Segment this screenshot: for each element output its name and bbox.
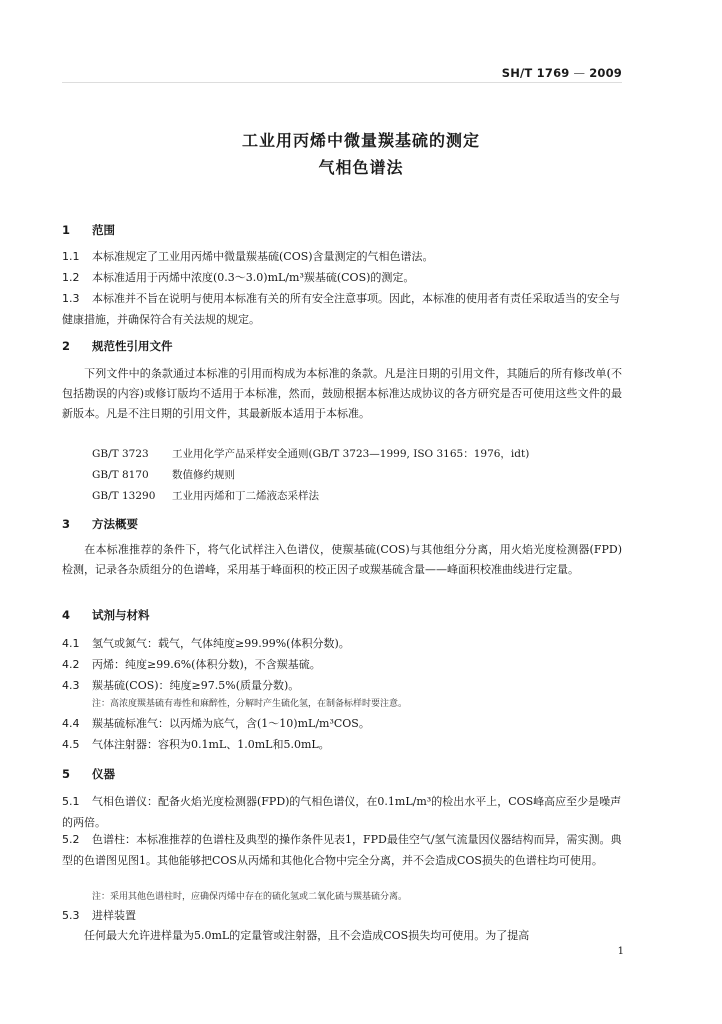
clause-text: 丙烯：纯度≥99.6%(体积分数)，不含羰基硫。: [92, 658, 321, 671]
clause-number: 1.2: [62, 271, 80, 284]
clause-4-1: [62, 633, 622, 654]
section-title: 范围: [92, 223, 115, 237]
clause-text: 羰基硫标准气：以丙烯为底气，含(1～10)mL/m³COS。: [92, 717, 370, 730]
reference-code: GB/T 3723: [92, 448, 149, 460]
section-4-heading: [62, 607, 150, 623]
clause-number: 4.5: [62, 738, 80, 751]
section-number: 2: [62, 339, 71, 353]
paragraph-text: 任何最大允许进样量为5.0mL的定量管或注射器，且不会造成COS损失均可使用。为了提高: [84, 929, 530, 942]
clause-4-5: [62, 734, 622, 755]
reference-title: 工业用丙烯和丁二烯液态采样法: [172, 490, 319, 502]
clause-number: 4.2: [62, 658, 80, 671]
header-separator: —: [573, 66, 586, 80]
clause-text: 本标准规定了工业用丙烯中微量羰基硫(COS)含量测定的气相色谱法。: [92, 250, 434, 263]
clause-1-2: [62, 267, 622, 288]
section-1-heading: [62, 222, 115, 238]
clause-number: 5.1: [62, 795, 80, 808]
document-subtitle: 气相色谱法: [318, 158, 404, 177]
standard-year: 2009: [589, 66, 622, 80]
clause-number: 4.1: [62, 637, 80, 650]
section-number: 4: [62, 608, 71, 622]
clause-number: 4.3: [62, 679, 80, 692]
clause-text: 进样装置: [92, 909, 136, 922]
clause-1-3: [62, 288, 622, 330]
clause-number: 4.4: [62, 717, 80, 730]
note: 注：采用其他色谱柱时，应确保丙烯中存在的硫化氢或二氧化硫与羰基硫分离。: [92, 892, 408, 902]
clause-number: 1.1: [62, 250, 80, 263]
section-5-paragraph: [62, 926, 622, 946]
clause-text: 本标准并不旨在说明与使用本标准有关的所有安全注意事项。因此，本标准的使用者有责任采取适当的安全与健康措施，并确保符合有关法规的规定。: [62, 292, 620, 326]
clause-text: 气相色谱仪：配备火焰光度检测器(FPD)的气相色谱仪，在0.1mL/m³的检出水平上，COS峰高应至少是噪声的两倍。: [62, 795, 622, 829]
clause-number: 5.3: [62, 909, 80, 922]
clause-5-3: [62, 905, 622, 926]
clause-4-4: [62, 713, 622, 734]
reference-item: [92, 444, 622, 464]
standard-header: [502, 66, 622, 80]
section-2-paragraph: [62, 364, 622, 424]
section-title: 试剂与材料: [92, 608, 150, 622]
reference-item: [92, 486, 622, 506]
section-title: 仪器: [92, 767, 115, 781]
clause-number: 5.2: [62, 833, 80, 846]
section-number: 3: [62, 517, 71, 531]
reference-title: 数值修约规则: [172, 469, 235, 481]
reference-code: GB/T 8170: [92, 469, 149, 481]
section-title: 规范性引用文件: [92, 339, 173, 353]
clause-text: 气体注射器：容积为0.1mL、1.0mL和5.0mL。: [92, 738, 330, 751]
standard-code: SH/T 1769: [501, 66, 570, 80]
clause-text: 氢气或氮气：载气，气体纯度≥99.99%(体积分数)。: [92, 637, 350, 650]
clause-5-1: [62, 791, 622, 833]
paragraph-text: 在本标准推荐的条件下，将气化试样注入色谱仪，使羰基硫(COS)与其他组分分离，用火焰光度检测器(FPD)检测，记录各杂质组分的色谱峰，采用基于峰面积的校正因子或羰基硫含量——峰面积校准曲线进行定量。: [62, 543, 622, 576]
section-title: 方法概要: [92, 517, 138, 531]
clause-4-3: [62, 675, 622, 696]
reference-item: [92, 465, 622, 485]
clause-text: 色谱柱：本标准推荐的色谱柱及典型的操作条件见表1，FPD最佳空气/氢气流量因仪器结构而异，需实测。典型的色谱图见图1。其他能够把COS从丙烯和其他化合物中完全分离，并不会造成COS损失的色谱柱均可使用。: [62, 833, 622, 867]
section-3-paragraph: [62, 540, 622, 580]
document-title: 工业用丙烯中微量羰基硫的测定: [241, 131, 480, 150]
reference-title: 工业用化学产品采样安全通则(GB/T 3723—1999, ISO 3165：1976，idt): [172, 448, 530, 460]
section-number: 5: [62, 767, 71, 781]
paragraph-text: 下列文件中的条款通过本标准的引用而构成为本标准的条款。凡是注日期的引用文件，其随后的所有修改单(不包括勘误的内容)或修订版均不适用于本标准，然而，鼓励根据本标准达成协议的各方研究是否可使用这些文件的最新版本。凡是不注日期的引用文件，其最新版本适用于本标准。: [62, 367, 622, 420]
header-rule: [62, 82, 622, 83]
section-2-heading: [62, 338, 173, 354]
section-3-heading: [62, 516, 138, 532]
reference-code: GB/T 13290: [92, 490, 156, 502]
section-number: 1: [62, 223, 71, 237]
clause-1-1: [62, 246, 622, 267]
clause-4-2: [62, 654, 622, 675]
page-number: 1: [617, 946, 624, 957]
note: 注：高浓度羰基硫有毒性和麻醉性，分解时产生硫化氢，在制备标样时要注意。: [92, 699, 408, 709]
section-5-heading: [62, 766, 115, 782]
clause-5-2: [62, 829, 622, 871]
clause-number: 1.3: [62, 292, 80, 305]
clause-text: 羰基硫(COS)：纯度≥97.5%(质量分数)。: [92, 679, 300, 692]
clause-text: 本标准适用于丙烯中浓度(0.3～3.0)mL/m³羰基硫(COS)的测定。: [92, 271, 415, 284]
